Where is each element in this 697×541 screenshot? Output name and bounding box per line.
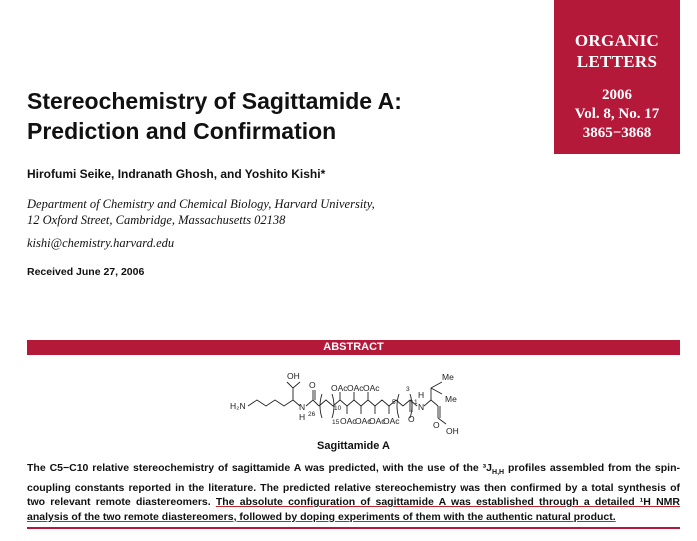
struct-n-left: N [299, 402, 306, 412]
struct-oh-acid: OH [446, 426, 459, 436]
struct-n-right: N [418, 402, 425, 412]
struct-oac-bottom-3: OAc [369, 416, 386, 426]
abstract-text-highlight: The absolute configuration of sagittamide A was established through a detailed ¹H NMR analysis of the two remote diastereomers, followed by doping experiments of them with the authentic natural product. [27, 496, 680, 523]
affiliation [27, 196, 447, 228]
struct-oac-bottom-1: OAc [340, 416, 357, 426]
struct-num-15: 15 [332, 419, 340, 426]
struct-me-1: Me [442, 372, 454, 382]
struct-oh-top: OH [287, 371, 300, 381]
struct-me-2: Me [445, 394, 457, 404]
affiliation-line1: Department of Chemistry and Chemical Biology, Harvard University, [27, 197, 375, 211]
struct-oac-top-1: OAc [331, 383, 348, 393]
title-line1: Stereochemistry of Sagittamide A: [27, 88, 402, 114]
journal-name-line1: ORGANIC [574, 31, 660, 50]
article-title [27, 86, 537, 146]
struct-num-5: 5 [392, 399, 396, 406]
journal-year: 2006 [602, 87, 632, 103]
author-email[interactable]: kishi@chemistry.harvard.edu [27, 236, 175, 250]
bottom-rule [27, 527, 680, 529]
journal-name-line2: LETTERS [576, 52, 658, 71]
sagittamide-structure [220, 358, 490, 443]
abstract-heading: ABSTRACT [27, 340, 680, 355]
struct-num-1: 1 [414, 399, 418, 406]
abstract-text-subscript: H,H [492, 469, 505, 477]
abstract-text [27, 461, 680, 524]
authors: Hirofumi Seike, Indranath Ghosh, and Yoshito Kishi* [27, 167, 326, 181]
abstract-text-part1: The C5−C10 relative stereochemistry of sagittamide A was predicted, with the use of the ³J [27, 462, 493, 474]
struct-o-acid: O [433, 420, 440, 430]
struct-amine: H₂N [230, 401, 246, 411]
struct-num-10: 10 [334, 405, 342, 412]
journal-masthead [554, 0, 680, 154]
struct-oac-bottom-4: OAc [383, 416, 400, 426]
journal-pages: 3865−3868 [582, 125, 652, 141]
abstract-text-part2: profiles assembled from the spin-coupling constants reported in the literature. The predicted relative stereochemistry was then confirmed by a total synthesis of two relevant remote diastereomers. [27, 462, 681, 509]
struct-h-left: H [299, 412, 306, 422]
affiliation-line2: 12 Oxford Street, Cambridge, Massachusetts 02138 [27, 213, 286, 227]
struct-oac-top-2: OAc [347, 383, 364, 393]
struct-num-26: 26 [308, 411, 316, 418]
struct-oac-top-3: OAc [363, 383, 380, 393]
journal-volume: Vol. 8, No. 17 [574, 106, 660, 122]
received-date: Received June 27, 2006 [27, 266, 145, 278]
struct-h-right: H [418, 390, 425, 400]
structure-caption: Sagittamide A [317, 440, 390, 452]
title-line2: Prediction and Confirmation [27, 118, 337, 144]
struct-o-amide: O [408, 414, 415, 424]
struct-o-top: O [309, 380, 316, 390]
struct-num-3: 3 [406, 386, 410, 393]
struct-oac-bottom-2: OAc [355, 416, 372, 426]
